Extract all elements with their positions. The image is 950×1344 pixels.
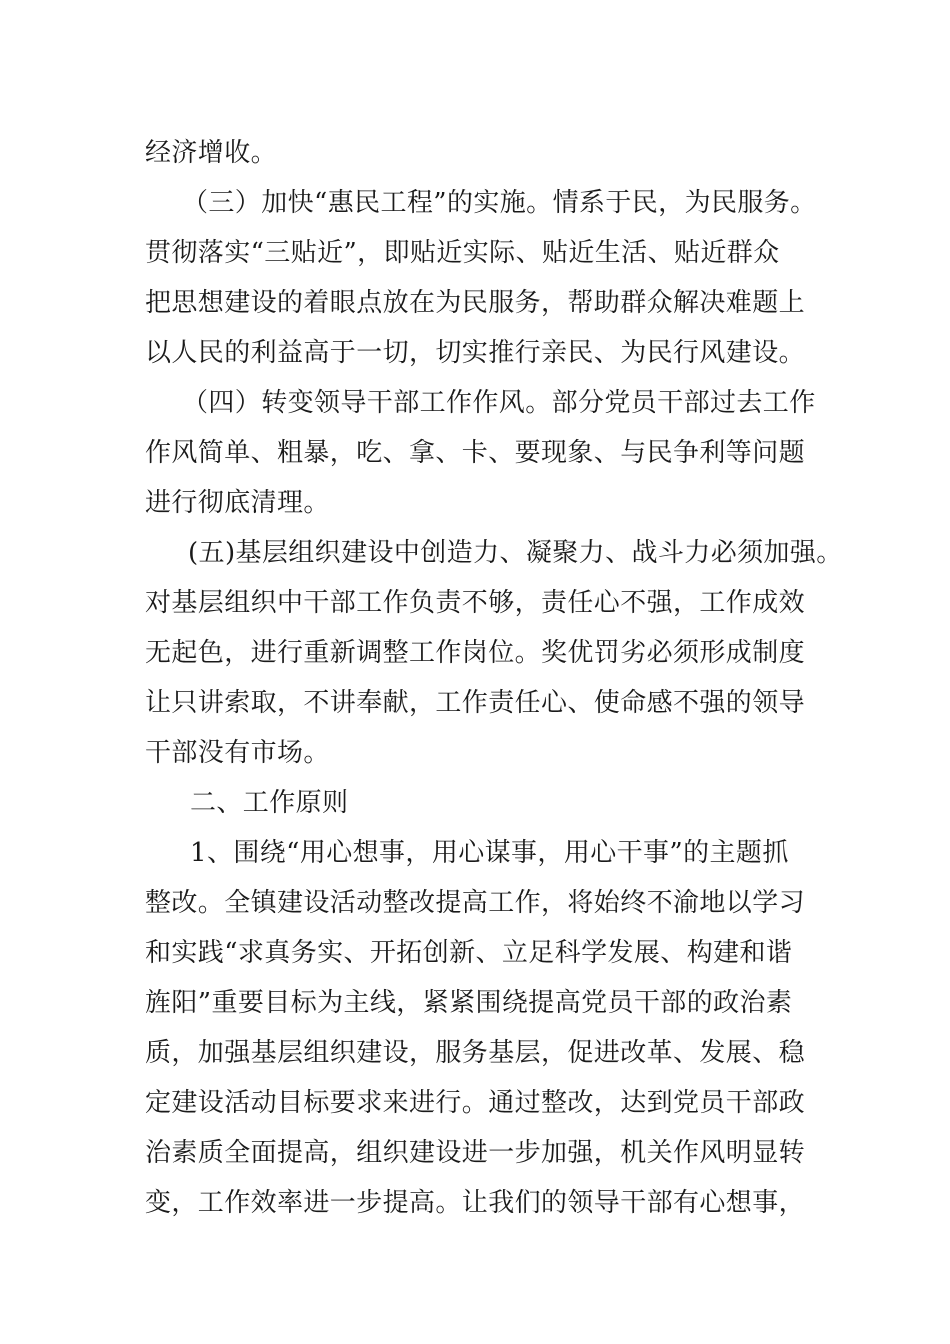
body-text-line: 让只讲索取，不讲奉献，工作责任心、使命感不强的领导 [145,688,806,718]
body-text-line: 进行彻底清理。 [145,488,330,518]
body-text-line: 经济增收。 [145,138,278,168]
body-text-line: 以人民的利益高于一切，切实推行亲民、为民行风建设。 [145,338,806,368]
paragraph-4-heading: （四）转变领导干部工作作风。部分党员干部过去工作 [182,388,816,418]
body-text-line: 干部没有市场。 [145,738,330,768]
body-text-line: 变，工作效率进一步提高。让我们的领导干部有心想事， [145,1188,806,1218]
paragraph-3-heading: （三）加快“惠民工程”的实施。情系于民，为民服务。 [182,188,817,218]
body-text-line: 把思想建设的着眼点放在为民服务，帮助群众解决难题上 [145,288,806,318]
section-heading-work-principles: 二、工作原则 [190,788,349,818]
body-text-line: 贯彻落实“三贴近”，即贴近实际、贴近生活、贴近群众 [145,238,780,268]
body-text-line: 整改。全镇建设活动整改提高工作，将始终不渝地以学习 [145,888,806,918]
body-text-line: 质，加强基层组织建设，服务基层，促进改革、发展、稳 [145,1038,806,1068]
body-text-line: 旌阳”重要目标为主线，紧紧围绕提高党员干部的政治素 [145,988,793,1018]
body-text-line: 和实践“求真务实、开拓创新、立足科学发展、构建和谐 [145,938,793,968]
body-text-line: 对基层组织中干部工作负责不够，责任心不强，工作成效 [145,588,806,618]
body-text-line: 定建设活动目标要求来进行。通过整改，达到党员干部政 [145,1088,806,1118]
principle-1-heading: 1、围绕“用心想事，用心谋事，用心干事”的主题抓 [190,838,789,868]
body-text-line: 治素质全面提高，组织建设进一步加强，机关作风明显转 [145,1138,806,1168]
body-text-line: 无起色，进行重新调整工作岗位。奖优罚劣必须形成制度 [145,638,806,668]
body-text-line: 作风简单、粗暴，吃、拿、卡、要现象、与民争利等问题 [145,438,806,468]
paragraph-5-heading: (五)基层组织建设中创造力、凝聚力、战斗力必须加强。 [188,538,843,568]
